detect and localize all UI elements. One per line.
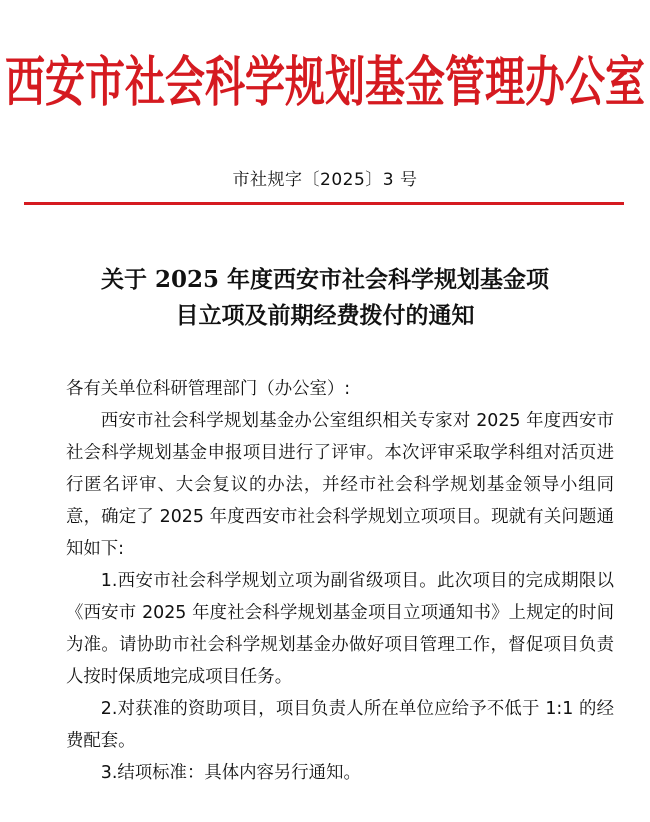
header-divider bbox=[24, 202, 624, 205]
paragraph-item-1: 1.西安市社会科学规划立项为副省级项目。此次项目的完成期限以《西安市 2025 年度社会科学规划基金项目立项通知书》上规定的时间为准。请协助市社会科学规划基金办做好项目管理工作，督促项目负责人按时保质地完成项目任务。 bbox=[66, 571, 614, 687]
salutation: 各有关单位科研管理部门（办公室）: bbox=[66, 379, 351, 399]
document-title bbox=[40, 262, 610, 334]
paragraph-item-2: 2.对获准的资助项目，项目负责人所在单位应给予不低于 1:1 的经费配套。 bbox=[66, 699, 614, 751]
organization-header: 西安市社会科学规划基金管理办公室 bbox=[5, 50, 645, 114]
title-line-2: 目立项及前期经费拨付的通知 bbox=[175, 302, 475, 329]
title-line-1: 关于 2025 年度西安市社会科学规划基金项 bbox=[100, 266, 550, 293]
document-number: 市社规字〔2025〕3 号 bbox=[232, 170, 418, 190]
paragraph-intro: 西安市社会科学规划基金办公室组织相关专家对 2025 年度西安市社会科学规划基金申报项目进行了评审。本次评审采取学科组对活页进行匿名评审、大会复议的办法，并经市社会科学规划基金领导小组同意，确定了 2025 年度西安市社会科学规划立项项目。现就有关问题通知如下: bbox=[66, 411, 614, 559]
paragraph-item-3: 3.结项标准：具体内容另行通知。 bbox=[100, 763, 361, 783]
document-body bbox=[66, 373, 614, 789]
